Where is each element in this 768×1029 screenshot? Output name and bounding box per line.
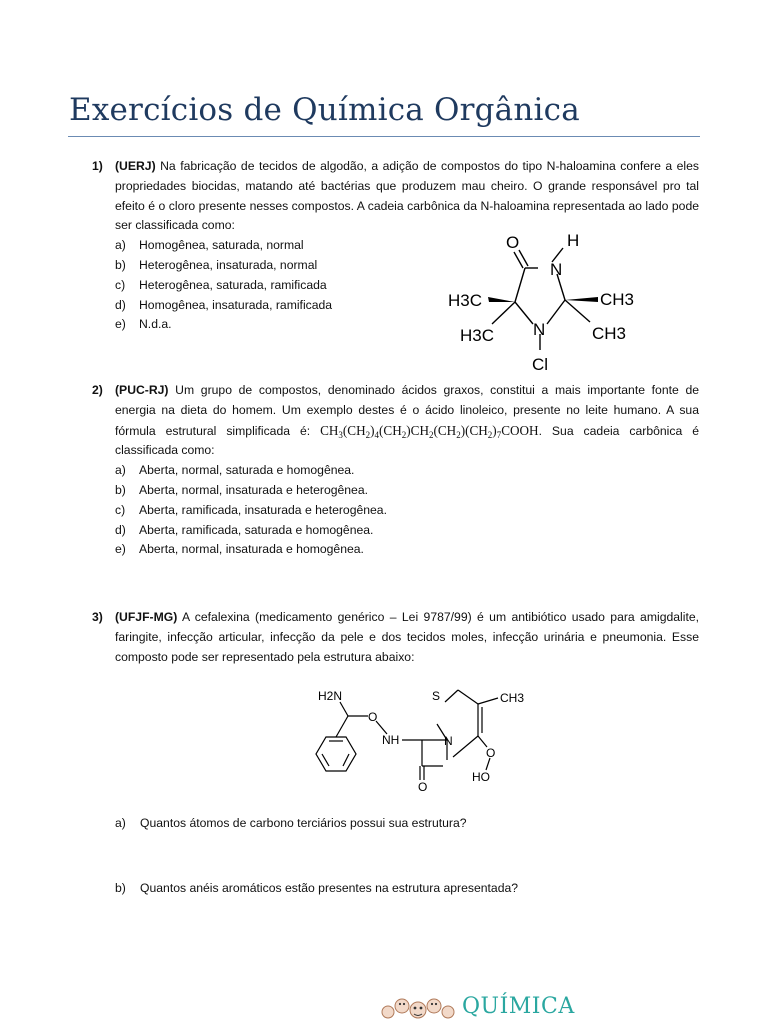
atom-label: HO xyxy=(472,770,490,784)
subquestion-item xyxy=(115,814,467,834)
methyl-label: H3C xyxy=(448,291,483,310)
question-source: (PUC-RJ) xyxy=(115,383,169,397)
question-number: 1) xyxy=(92,159,103,173)
question-text: A cefalexina (medicamento genérico – Lei 9787/99) é um antibiótico usado para amigdalite, faringite, infecção articular, infecção da pele e dos tecidos moles, infecção urinária e pneumonia. Esse composto pode ser representado pela estrutura abaixo: xyxy=(115,610,699,664)
option-text: Heterogênea, insaturada, normal xyxy=(139,257,318,272)
option-letter: e) xyxy=(115,542,126,557)
atom-label: Cl xyxy=(532,355,549,374)
option-letter: c) xyxy=(115,502,126,517)
question-2 xyxy=(92,381,699,560)
question-number: 2) xyxy=(92,383,103,397)
question-text: Na fabricação de tecidos de algodão, a adição de compostos do tipo N-haloamina confere a eles propriedades biocidas, matando até bactérias que produzem mau cheiro. O grande responsável pro tal efeito é o cloro presente nesses compostos. A cadeia carbônica da N-haloamina representada ao lado pode ser classificada como: xyxy=(115,159,699,233)
atom-label: H2N xyxy=(318,689,343,703)
methyl-label: H3C xyxy=(460,326,495,345)
option-letter: c) xyxy=(115,277,126,292)
atom-label: N xyxy=(550,260,563,279)
atom-label: H xyxy=(567,231,580,250)
question-text: . Sua cadeia carbônica é classificada como: xyxy=(115,423,699,458)
atom-label: NH xyxy=(382,733,400,747)
option-item xyxy=(92,540,699,560)
n-haloamine-structure xyxy=(440,228,650,378)
option-item xyxy=(92,521,699,541)
atom-label: O xyxy=(486,746,496,760)
option-item xyxy=(92,481,699,501)
page-title: Exercícios de Química Orgânica xyxy=(69,92,580,128)
option-text: Aberta, normal, insaturada e heterogênea. xyxy=(139,482,369,497)
option-text: Aberta, normal, saturada e homogênea. xyxy=(139,463,355,478)
option-letter: d) xyxy=(115,297,126,312)
question-text: Um grupo de compostos, denominado ácidos graxos, constitui a mais importante fonte de energia na dieta do homem. Um exemplo destes é o ácido linoleico, presente no leite humano. A sua fórmula estrutural simplificada é: xyxy=(115,383,699,438)
question-3 xyxy=(92,608,699,667)
subquestion-text: Quantos átomos de carbono terciários possui sua estrutura? xyxy=(140,816,467,830)
option-letter: b) xyxy=(115,257,126,272)
question-source: (UFJF-MG) xyxy=(115,610,178,624)
option-letter: e) xyxy=(115,317,126,332)
option-letter: a) xyxy=(115,463,126,478)
options-list xyxy=(92,461,699,560)
option-text: Aberta, ramificada, insaturada e heterogênea. xyxy=(139,502,387,517)
subquestion-text: Quantos anéis aromáticos estão presentes na estrutura apresentada? xyxy=(140,881,519,895)
option-text: N.d.a. xyxy=(139,317,172,332)
methyl-label: CH3 xyxy=(592,324,627,343)
molecule-mascot-icon xyxy=(378,992,460,1024)
linoleic-acid-formula: $CH_3(CH_2)_4(CH_2)CH_2(CH_2)(CH_2)_7COOH$ xyxy=(320,422,539,440)
option-text: Aberta, normal, insaturada e homogênea. xyxy=(139,542,364,557)
atom-label: N xyxy=(444,734,453,748)
option-text: Homogênea, saturada, normal xyxy=(139,238,304,253)
option-item xyxy=(92,461,699,481)
subquestion-item xyxy=(115,879,518,899)
option-letter: b) xyxy=(115,482,126,497)
option-item xyxy=(92,501,699,521)
subquestion-letter: a) xyxy=(115,816,126,830)
atom-label: O xyxy=(368,710,378,724)
subquestion-letter: b) xyxy=(115,881,126,895)
option-text: Aberta, ramificada, saturada e homogênea. xyxy=(139,522,374,537)
footer-brand: QUÍMICA xyxy=(462,994,575,1019)
atom-label: O xyxy=(506,233,520,252)
footer-logo xyxy=(378,992,578,1024)
option-text: Homogênea, insaturada, ramificada xyxy=(139,297,333,312)
title-divider xyxy=(68,136,700,137)
atom-label: CH3 xyxy=(500,691,525,705)
atom-label: N xyxy=(533,320,546,339)
methyl-label: CH3 xyxy=(600,290,635,309)
option-letter: d) xyxy=(115,522,126,537)
option-text: Heterogênea, saturada, ramificada xyxy=(139,277,327,292)
atom-label: S xyxy=(432,689,441,703)
question-source: (UERJ) xyxy=(115,159,156,173)
atom-label: O xyxy=(418,780,428,794)
option-letter: a) xyxy=(115,238,126,253)
question-number: 3) xyxy=(92,610,103,624)
cephalexin-structure xyxy=(290,680,540,795)
